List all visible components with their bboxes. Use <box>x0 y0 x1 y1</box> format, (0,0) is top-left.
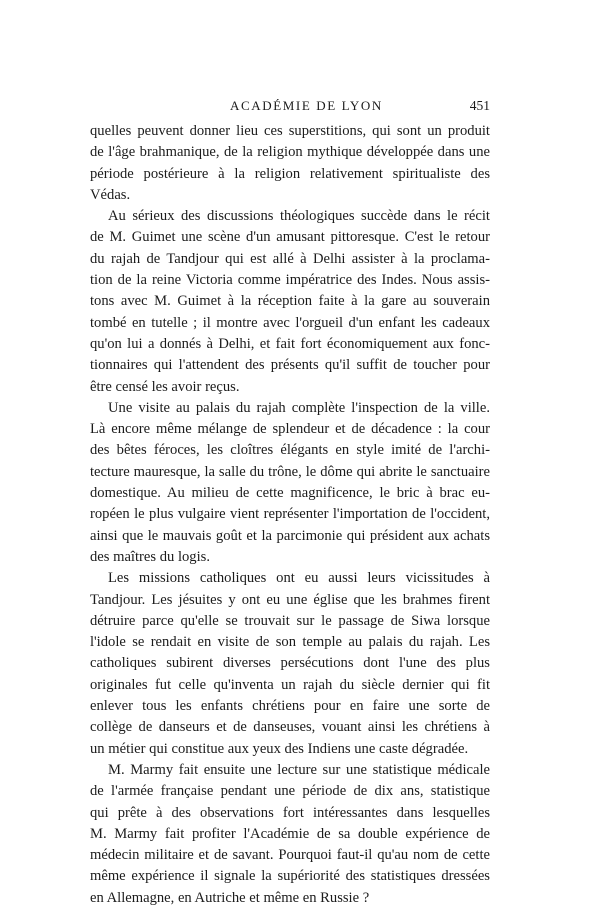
running-head: ACADÉMIE DE LYON <box>230 98 383 113</box>
text-line: tecture mauresque, la salle du trône, le dôme qui abrite le sanctuaire <box>90 463 490 480</box>
text-line: domestique. Au milieu de cette magnificence, le bric à brac eu- <box>90 485 490 502</box>
text-line: M. Marmy fait profiter l'Académie de sa double expérience de <box>90 825 490 842</box>
text-line: ainsi que le mauvais goût et la parcimonie qui président aux achats <box>90 527 490 544</box>
text-line: Védas. <box>90 186 131 203</box>
text-line: tionnaires qui l'attendent des présents qu'il suffit de toucher pour <box>90 357 490 374</box>
text-line: de l'âge brahmanique, de la religion mythique développée dans une <box>90 144 490 161</box>
text-line: des bêtes féroces, les cloîtres élégants en style imité de l'archi- <box>90 442 490 459</box>
text-line: de M. Guimet une scène d'un amusant pittoresque. C'est le retour <box>90 229 490 246</box>
text-line: catholiques subirent diverses persécutions dont l'une des plus <box>90 655 490 672</box>
text-line: Là encore même mélange de splendeur et de décadence : la cour <box>90 421 490 438</box>
text-line: Au sérieux des discussions théologiques succède dans le récit <box>108 208 490 225</box>
text-line: l'idole se rendait en visite de son temple au palais du rajah. Les <box>90 634 490 651</box>
text-line: originales fut celle qu'inventa un rajah du siècle dernier qui fit <box>90 676 490 693</box>
text-line: Une visite au palais du rajah complète l'inspection de la ville. <box>108 399 490 416</box>
text-line: Les missions catholiques ont eu aussi leurs vicissitudes à <box>108 570 490 587</box>
text-line: être censé les avoir reçus. <box>90 378 240 395</box>
text-line: période postérieure à la religion relativement spiritualiste des <box>90 165 490 182</box>
text-line: tion de la reine Victoria comme impératrice des Indes. Nous assis- <box>90 272 490 289</box>
text-line: en Allemagne, en Autriche et même en Russie ? <box>90 889 370 906</box>
text-line: M. Marmy fait ensuite une lecture sur une statistique médicale <box>108 761 490 778</box>
text-line: collège de danseurs et de danseuses, vouant ainsi les chrétiens à <box>90 719 490 736</box>
text-line: enlever tous les enfants chrétiens pour en faire une sorte de <box>90 698 490 715</box>
text-line: qui prête à des observations fort intéressantes dans lesquelles <box>90 804 490 821</box>
text-line: même expérience il signale la supériorité des statistiques dressées <box>90 868 490 885</box>
paragraph <box>90 206 490 398</box>
page-number: 451 <box>469 98 490 113</box>
paragraph <box>90 121 490 206</box>
paragraph <box>90 760 490 909</box>
text-line: de l'armée française pendant une période de dix ans, statistique <box>90 783 490 800</box>
text-line: ropéen le plus vulgaire vient représenter l'importation de l'occident, <box>90 506 490 523</box>
text-line: des maîtres du logis. <box>90 548 210 565</box>
body-text <box>90 121 490 909</box>
text-line: détruire parce qu'elle se trouvait sur le passage de Siwa lorsque <box>90 612 490 629</box>
text-line: qu'on lui a donnés à Delhi, et fait fort économiquement aux fonc- <box>90 335 490 352</box>
text-line: tons avec M. Guimet à la réception faite à la gare au souverain <box>90 293 490 310</box>
text-line: médecin militaire et de savant. Pourquoi faut-il qu'au nom de cette <box>90 847 490 864</box>
text-line: quelles peuvent donner lieu ces superstitions, qui sont un produit <box>90 123 490 139</box>
paragraph <box>90 398 490 568</box>
text-line: tombé en tutelle ; il montre avec l'orgueil d'un enfant les cadeaux <box>90 314 490 331</box>
text-line: Tandjour. Les jésuites y ont eu une église que les brahmes firent <box>90 591 490 608</box>
paragraph <box>90 568 490 760</box>
text-line: un métier qui constitue aux yeux des Indiens une caste dégradée. <box>90 740 469 757</box>
page-header <box>90 98 490 118</box>
text-line: du rajah de Tandjour qui est allé à Delhi assister à la proclama- <box>90 250 490 267</box>
